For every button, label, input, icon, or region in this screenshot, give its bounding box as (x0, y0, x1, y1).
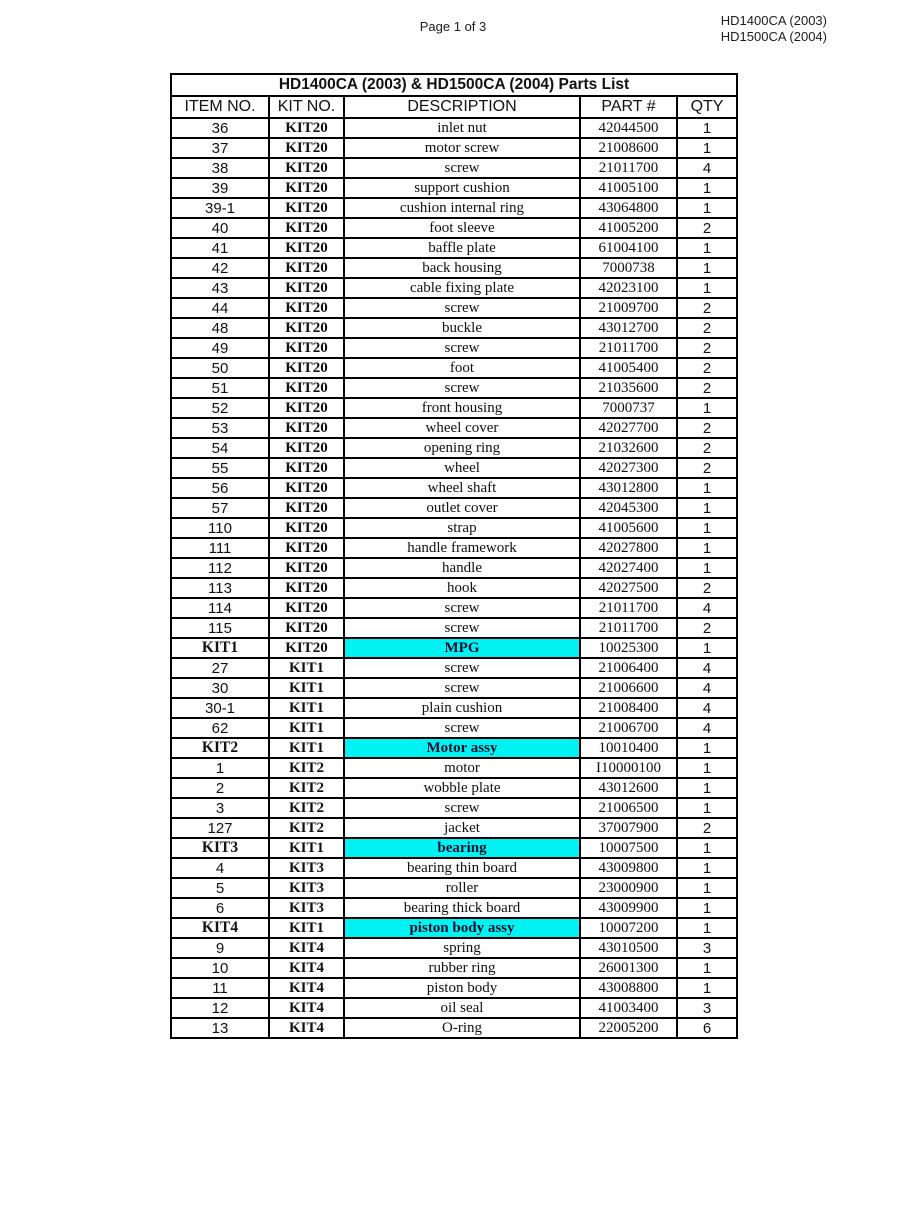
table-row (171, 178, 737, 198)
desc-cell: plain cushion (344, 698, 580, 718)
qty-cell: 2 (677, 578, 737, 598)
item-cell: 9 (171, 938, 269, 958)
desc-cell: bearing thick board (344, 898, 580, 918)
model-header (721, 13, 827, 45)
qty-cell: 1 (677, 558, 737, 578)
part-cell: 43008800 (580, 978, 677, 998)
desc-cell: roller (344, 878, 580, 898)
table-row (171, 938, 737, 958)
part-cell: 42023100 (580, 278, 677, 298)
qty-cell: 4 (677, 658, 737, 678)
qty-cell: 2 (677, 458, 737, 478)
qty-cell: 1 (677, 858, 737, 878)
item-cell: 30-1 (171, 698, 269, 718)
table-row (171, 978, 737, 998)
item-cell: 6 (171, 898, 269, 918)
table-row (171, 498, 737, 518)
desc-cell: cable fixing plate (344, 278, 580, 298)
qty-cell: 4 (677, 698, 737, 718)
desc-cell: wheel shaft (344, 478, 580, 498)
item-cell: 4 (171, 858, 269, 878)
kit-cell: KIT2 (269, 778, 344, 798)
kit-cell: KIT20 (269, 258, 344, 278)
table-row (171, 778, 737, 798)
item-cell: 39 (171, 178, 269, 198)
item-cell: 57 (171, 498, 269, 518)
part-cell: 41005100 (580, 178, 677, 198)
kit-cell: KIT20 (269, 598, 344, 618)
kit-cell: KIT20 (269, 338, 344, 358)
page-indicator: Page 1 of 3 (419, 19, 487, 34)
part-cell: 21006400 (580, 658, 677, 678)
table-row (171, 298, 737, 318)
item-cell: 115 (171, 618, 269, 638)
qty-cell: 1 (677, 138, 737, 158)
qty-cell: 1 (677, 758, 737, 778)
table-row (171, 718, 737, 738)
qty-cell: 2 (677, 358, 737, 378)
model-header-line-2: HD1500CA (2004) (720, 29, 827, 44)
table-row (171, 118, 737, 138)
kit-cell: KIT20 (269, 558, 344, 578)
part-cell: 43009900 (580, 898, 677, 918)
part-cell: 43064800 (580, 198, 677, 218)
kit-cell: KIT2 (269, 798, 344, 818)
desc-cell: motor screw (344, 138, 580, 158)
part-cell: 21008400 (580, 698, 677, 718)
desc-cell: bearing (344, 838, 580, 858)
item-cell: KIT3 (171, 838, 269, 858)
part-cell: 42027400 (580, 558, 677, 578)
part-cell: 21011700 (580, 598, 677, 618)
table-row (171, 798, 737, 818)
qty-cell: 2 (677, 378, 737, 398)
kit-cell: KIT4 (269, 978, 344, 998)
qty-cell: 1 (677, 978, 737, 998)
kit-cell: KIT4 (269, 958, 344, 978)
item-cell: KIT2 (171, 738, 269, 758)
table-row (171, 478, 737, 498)
kit-cell: KIT20 (269, 178, 344, 198)
part-cell: 21009700 (580, 298, 677, 318)
item-cell: 41 (171, 238, 269, 258)
table-row (171, 278, 737, 298)
table-title: HD1400CA (2003) & HD1500CA (2004) Parts List (171, 74, 737, 96)
desc-cell: screw (344, 658, 580, 678)
qty-cell: 6 (677, 1018, 737, 1038)
kit-cell: KIT20 (269, 578, 344, 598)
kit-cell: KIT2 (269, 818, 344, 838)
column-header-desc: DESCRIPTION (344, 96, 580, 118)
desc-cell: strap (344, 518, 580, 538)
table-row (171, 238, 737, 258)
kit-cell: KIT20 (269, 218, 344, 238)
kit-cell: KIT1 (269, 838, 344, 858)
desc-cell: outlet cover (344, 498, 580, 518)
table-row (171, 1018, 737, 1038)
qty-cell: 4 (677, 718, 737, 738)
kit-cell: KIT20 (269, 238, 344, 258)
desc-cell: support cushion (344, 178, 580, 198)
item-cell: 56 (171, 478, 269, 498)
item-cell: 38 (171, 158, 269, 178)
table-row (171, 858, 737, 878)
qty-cell: 2 (677, 338, 737, 358)
qty-cell: 1 (677, 638, 737, 658)
item-cell: 30 (171, 678, 269, 698)
part-cell: 41005600 (580, 518, 677, 538)
item-cell: 11 (171, 978, 269, 998)
qty-cell: 1 (677, 238, 737, 258)
table-row (171, 418, 737, 438)
part-cell: 10007200 (580, 918, 677, 938)
kit-cell: KIT20 (269, 278, 344, 298)
item-cell: 5 (171, 878, 269, 898)
item-cell: 42 (171, 258, 269, 278)
item-cell: 2 (171, 778, 269, 798)
parts-table (170, 73, 738, 1039)
part-cell: 43012800 (580, 478, 677, 498)
kit-cell: KIT1 (269, 678, 344, 698)
part-cell: I10000100 (580, 758, 677, 778)
qty-cell: 4 (677, 598, 737, 618)
desc-cell: piston body assy (344, 918, 580, 938)
item-cell: 3 (171, 798, 269, 818)
column-header-qty: QTY (677, 96, 737, 118)
desc-cell: screw (344, 158, 580, 178)
part-cell: 21006500 (580, 798, 677, 818)
desc-cell: screw (344, 618, 580, 638)
part-cell: 42027300 (580, 458, 677, 478)
part-cell: 21006600 (580, 678, 677, 698)
kit-cell: KIT20 (269, 318, 344, 338)
table-row (171, 578, 737, 598)
item-cell: 36 (171, 118, 269, 138)
part-cell: 7000737 (580, 398, 677, 418)
desc-cell: inlet nut (344, 118, 580, 138)
item-cell: 10 (171, 958, 269, 978)
desc-cell: screw (344, 798, 580, 818)
kit-cell: KIT20 (269, 358, 344, 378)
part-cell: 41005200 (580, 218, 677, 238)
desc-cell: screw (344, 718, 580, 738)
qty-cell: 1 (677, 278, 737, 298)
kit-cell: KIT1 (269, 718, 344, 738)
part-cell: 37007900 (580, 818, 677, 838)
table-row (171, 398, 737, 418)
kit-cell: KIT3 (269, 858, 344, 878)
desc-cell: MPG (344, 638, 580, 658)
kit-cell: KIT20 (269, 398, 344, 418)
column-header-part: PART # (580, 96, 677, 118)
qty-cell: 2 (677, 418, 737, 438)
qty-cell: 4 (677, 158, 737, 178)
part-cell: 21006700 (580, 718, 677, 738)
part-cell: 22005200 (580, 1018, 677, 1038)
part-cell: 42027700 (580, 418, 677, 438)
table-row (171, 518, 737, 538)
item-cell: 13 (171, 1018, 269, 1038)
table-row (171, 358, 737, 378)
table-row (171, 598, 737, 618)
table-row (171, 438, 737, 458)
table-row (171, 558, 737, 578)
table-row (171, 258, 737, 278)
kit-cell: KIT20 (269, 138, 344, 158)
qty-cell: 1 (677, 878, 737, 898)
desc-cell: rubber ring (344, 958, 580, 978)
item-cell: 12 (171, 998, 269, 1018)
qty-cell: 1 (677, 498, 737, 518)
kit-cell: KIT1 (269, 918, 344, 938)
desc-cell: foot sleeve (344, 218, 580, 238)
qty-cell: 1 (677, 838, 737, 858)
part-cell: 10025300 (580, 638, 677, 658)
qty-cell: 2 (677, 318, 737, 338)
item-cell: 39-1 (171, 198, 269, 218)
table-row (171, 818, 737, 838)
part-cell: 41003400 (580, 998, 677, 1018)
part-cell: 21008600 (580, 138, 677, 158)
qty-cell: 1 (677, 738, 737, 758)
qty-cell: 2 (677, 618, 737, 638)
item-cell: 112 (171, 558, 269, 578)
kit-cell: KIT20 (269, 538, 344, 558)
column-header-row (171, 96, 737, 118)
qty-cell: 1 (677, 958, 737, 978)
desc-cell: back housing (344, 258, 580, 278)
desc-cell: oil seal (344, 998, 580, 1018)
desc-cell: bearing thin board (344, 858, 580, 878)
item-cell: 53 (171, 418, 269, 438)
kit-cell: KIT1 (269, 658, 344, 678)
qty-cell: 1 (677, 478, 737, 498)
item-cell: 111 (171, 538, 269, 558)
parts-table-body (171, 118, 737, 1038)
kit-cell: KIT3 (269, 878, 344, 898)
table-row (171, 618, 737, 638)
qty-cell: 1 (677, 118, 737, 138)
column-header-kit: KIT NO. (269, 96, 344, 118)
table-row (171, 998, 737, 1018)
kit-cell: KIT20 (269, 478, 344, 498)
table-row (171, 138, 737, 158)
qty-cell: 2 (677, 818, 737, 838)
kit-cell: KIT20 (269, 458, 344, 478)
item-cell: 43 (171, 278, 269, 298)
kit-cell: KIT4 (269, 938, 344, 958)
qty-cell: 2 (677, 298, 737, 318)
table-row (171, 918, 737, 938)
item-cell: 27 (171, 658, 269, 678)
desc-cell: buckle (344, 318, 580, 338)
table-row (171, 378, 737, 398)
table-row (171, 458, 737, 478)
qty-cell: 3 (677, 998, 737, 1018)
part-cell: 43012600 (580, 778, 677, 798)
qty-cell: 1 (677, 898, 737, 918)
part-cell: 21011700 (580, 158, 677, 178)
kit-cell: KIT4 (269, 1018, 344, 1038)
item-cell: 37 (171, 138, 269, 158)
table-row (171, 738, 737, 758)
qty-cell: 1 (677, 198, 737, 218)
kit-cell: KIT20 (269, 298, 344, 318)
qty-cell: 2 (677, 218, 737, 238)
part-cell: 42027800 (580, 538, 677, 558)
kit-cell: KIT20 (269, 158, 344, 178)
item-cell: 40 (171, 218, 269, 238)
part-cell: 21035600 (580, 378, 677, 398)
part-cell: 43010500 (580, 938, 677, 958)
desc-cell: spring (344, 938, 580, 958)
item-cell: 49 (171, 338, 269, 358)
part-cell: 41005400 (580, 358, 677, 378)
part-cell: 26001300 (580, 958, 677, 978)
table-row (171, 698, 737, 718)
table-row (171, 658, 737, 678)
table-row (171, 878, 737, 898)
part-cell: 42027500 (580, 578, 677, 598)
table-row (171, 198, 737, 218)
desc-cell: wobble plate (344, 778, 580, 798)
item-cell: 48 (171, 318, 269, 338)
table-row (171, 838, 737, 858)
item-cell: 50 (171, 358, 269, 378)
qty-cell: 1 (677, 178, 737, 198)
qty-cell: 1 (677, 398, 737, 418)
kit-cell: KIT20 (269, 618, 344, 638)
item-cell: KIT4 (171, 918, 269, 938)
kit-cell: KIT20 (269, 438, 344, 458)
desc-cell: O-ring (344, 1018, 580, 1038)
desc-cell: screw (344, 598, 580, 618)
kit-cell: KIT1 (269, 698, 344, 718)
desc-cell: screw (344, 678, 580, 698)
table-row (171, 758, 737, 778)
part-cell: 21011700 (580, 618, 677, 638)
desc-cell: wheel cover (344, 418, 580, 438)
item-cell: 127 (171, 818, 269, 838)
item-cell: 54 (171, 438, 269, 458)
item-cell: 114 (171, 598, 269, 618)
kit-cell: KIT20 (269, 518, 344, 538)
item-cell: 113 (171, 578, 269, 598)
qty-cell: 2 (677, 438, 737, 458)
desc-cell: opening ring (344, 438, 580, 458)
table-row (171, 678, 737, 698)
table-row (171, 538, 737, 558)
desc-cell: foot (344, 358, 580, 378)
qty-cell: 1 (677, 518, 737, 538)
part-cell: 43009800 (580, 858, 677, 878)
item-cell: KIT1 (171, 638, 269, 658)
kit-cell: KIT20 (269, 118, 344, 138)
desc-cell: screw (344, 338, 580, 358)
qty-cell: 1 (677, 778, 737, 798)
qty-cell: 1 (677, 798, 737, 818)
desc-cell: hook (344, 578, 580, 598)
model-header-line-1: HD1400CA (2003) (720, 13, 827, 28)
qty-cell: 1 (677, 538, 737, 558)
column-header-item: ITEM NO. (171, 96, 269, 118)
parts-table-head (171, 74, 737, 118)
table-row (171, 218, 737, 238)
part-cell: 10007500 (580, 838, 677, 858)
table-row (171, 158, 737, 178)
part-cell: 61004100 (580, 238, 677, 258)
kit-cell: KIT20 (269, 378, 344, 398)
desc-cell: cushion internal ring (344, 198, 580, 218)
table-row (171, 898, 737, 918)
desc-cell: handle (344, 558, 580, 578)
part-cell: 21032600 (580, 438, 677, 458)
table-title-row (171, 74, 737, 96)
desc-cell: screw (344, 298, 580, 318)
item-cell: 55 (171, 458, 269, 478)
desc-cell: screw (344, 378, 580, 398)
item-cell: 110 (171, 518, 269, 538)
part-cell: 21011700 (580, 338, 677, 358)
part-cell: 23000900 (580, 878, 677, 898)
part-cell: 42044500 (580, 118, 677, 138)
part-cell: 10010400 (580, 738, 677, 758)
item-cell: 52 (171, 398, 269, 418)
kit-cell: KIT1 (269, 738, 344, 758)
kit-cell: KIT3 (269, 898, 344, 918)
table-row (171, 638, 737, 658)
desc-cell: Motor assy (344, 738, 580, 758)
desc-cell: wheel (344, 458, 580, 478)
table-row (171, 338, 737, 358)
desc-cell: piston body (344, 978, 580, 998)
item-cell: 44 (171, 298, 269, 318)
item-cell: 1 (171, 758, 269, 778)
part-cell: 42045300 (580, 498, 677, 518)
item-cell: 62 (171, 718, 269, 738)
desc-cell: motor (344, 758, 580, 778)
kit-cell: KIT20 (269, 418, 344, 438)
desc-cell: front housing (344, 398, 580, 418)
desc-cell: baffle plate (344, 238, 580, 258)
qty-cell: 4 (677, 678, 737, 698)
kit-cell: KIT4 (269, 998, 344, 1018)
kit-cell: KIT20 (269, 198, 344, 218)
desc-cell: jacket (344, 818, 580, 838)
kit-cell: KIT2 (269, 758, 344, 778)
part-cell: 7000738 (580, 258, 677, 278)
qty-cell: 3 (677, 938, 737, 958)
table-row (171, 958, 737, 978)
kit-cell: KIT20 (269, 498, 344, 518)
desc-cell: handle framework (344, 538, 580, 558)
kit-cell: KIT20 (269, 638, 344, 658)
part-cell: 43012700 (580, 318, 677, 338)
qty-cell: 1 (677, 918, 737, 938)
qty-cell: 1 (677, 258, 737, 278)
table-row (171, 318, 737, 338)
item-cell: 51 (171, 378, 269, 398)
